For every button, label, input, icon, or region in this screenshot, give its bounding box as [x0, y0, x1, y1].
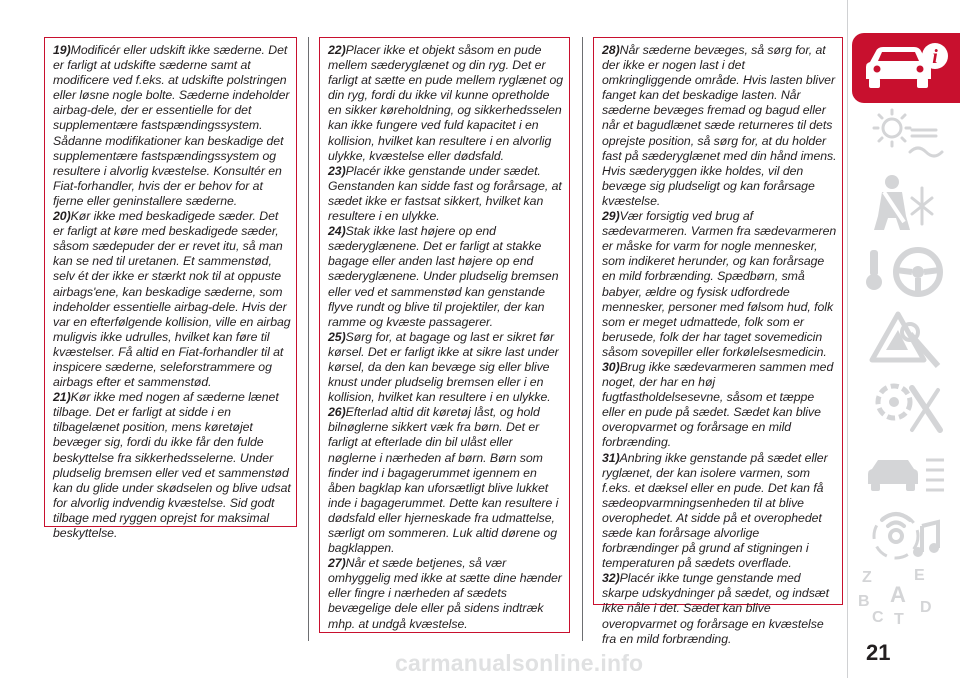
warning-number: 22): [328, 43, 346, 57]
sidebar-tab-multimedia[interactable]: [852, 500, 960, 570]
page-number: 21: [866, 640, 891, 665]
sidebar-tab-dashboard-lights[interactable]: [852, 100, 960, 170]
warning-paragraph: [602, 43, 837, 209]
warning-text: Placer ikke et objekt såsom en pude mellem sæderyglænet og din ryg. Det er farligt at sætte en pude mellem ryglænet og din ryg, fordi du ikke vil kunne opretholde en sikker køreholdning, og sikkerhedsselen kan ikke fungere ved fuld kapacitet i en kollision, hvilket kan resultere i en alvorlig ulykke, kvæstelse eller dødsfald.: [328, 43, 564, 163]
sidebar-tab-emergency[interactable]: [852, 304, 960, 374]
warning-text: Placér ikke tunge genstande med skarpe udskydninger på sædet, og indsæt ikke nåle i det. Sædet kan blive overopvarmet og forårsage en kvæstelse fra en mild forbrænding.: [602, 571, 830, 646]
warning-number: 30): [602, 359, 620, 374]
warning-text: Efterlad altid dit køretøj låst, og hold bilnøglerne sikkert væk fra børn. Det er farligt at efterlade din bil ulåst eller nøglerne i nærheden af børn. Børn som finder ind i bagagerummet igennem en åben bagklap kan uforsætligt blive lukket inde i bagagerummet. Dette kan resultere i dødsfald eller hjerneskade fra udmattelse, særligt om sommeren. Luk altid dørene og bagklappen.: [328, 405, 559, 556]
warning-number: 19): [53, 43, 71, 57]
warning-paragraph: [53, 209, 291, 390]
warning-text: Anbring ikke genstande på sædet eller ryglænet, der kan isolere varmen, som f.eks. et dæksel eller en pude. Det kan få sædeopvarmningsenheden til at blive overophedet. At sidde på et overophedet sæde kan forårsage alvorlige forbrændinger på grund af stigningen i temperaturen på sædets overflade.: [602, 450, 828, 571]
alphabetical-index-icon: [852, 562, 960, 628]
warning-number: 21): [53, 390, 71, 405]
warnings-column-1: [44, 37, 297, 540]
index-letter: Z: [862, 569, 872, 586]
warning-text: Placér ikke genstande under sædet. Genstanden kan sidde fast og forårsage, at sædet ikke er fastsat sikkert, hvilket kan resultere i en ulykke.: [328, 163, 562, 224]
warning-number: 32): [602, 571, 620, 586]
warning-text: Når et sæde betjenes, så vær omhyggelig med ikke at sætte dine hænder eller fingre i nærheden af sædets bevægelige dele eller på sidens indtræk mhp. at undgå kvæstelse.: [328, 556, 562, 631]
sidebar-tab-car-info[interactable]: [852, 33, 960, 103]
warning-number: 23): [328, 163, 346, 178]
warning-text: Stak ikke last højere op end sæderyglænene. Det er farligt at stakke bagage eller anden last højere op end sæderyglænene. Under pludselig bremsen eller ved et sammenstød kan genstande flyve rundt og blive til projektiler, der kan ramme og kvæste passagerer.: [328, 224, 559, 329]
index-letter: D: [920, 599, 932, 616]
warning-text: Når sæderne bevæges, så sørg for, at der ikke er nogen last i det omkringliggende område. Hvis lasten bliver fanget kan det beskadige lasten. Når sæderne bevæges fremad og bagud eller når et bagudlænet sæde returneres til dets oprejste position, så sørg for, at du holder fast på sæderyglænet med din hånd imens. Hvis sæderyggen ikke holdes, vil den bevæge sig pludseligt og kan forårsage kvæstelse.: [602, 43, 837, 208]
warning-number: 20): [53, 209, 71, 224]
sidebar-tab-index[interactable]: [852, 562, 960, 628]
warning-paragraph: [602, 360, 837, 451]
warning-paragraph: [602, 451, 837, 572]
warning-paragraph: [328, 556, 564, 631]
warning-text: Kør ikke med beskadigede sæder. Det er farligt at køre med beskadigede sæder, såsom sædepuder der er revet itu, så man kan se ned til uretanen. Et sammenstød, selv ét der ikke er stærkt nok til at oppuste airbags'ene, kan beskadige sæderne, som indeholder essentielle airbag-dele. Hvis der var en efterfølgende kollision, ville en airbag muligvis ikke udrulles, hvilket kan føre til kvæstelser. Få altid en Fiat-forhandler til at inspicere sæderne, seleforstrammere og airbags efter et sammenstød.: [53, 209, 291, 390]
car-info-icon: [852, 33, 960, 103]
index-letter: T: [894, 611, 904, 628]
warning-paragraph: [602, 209, 837, 360]
sidebar-tab-safety[interactable]: [852, 168, 960, 238]
index-letter: E: [914, 567, 925, 584]
svg-text:i: i: [932, 46, 938, 68]
steering-wheel-icon: [852, 236, 960, 306]
warning-text: Modificér eller udskift ikke sæderne. Det er farligt at udskifte sæderne samt at modificere ved f.eks. at udskifte polstringen eller løsne nogle bolte. Sæderne indeholder airbag-dele, der er essentielle for det supplementære fastspændingssystem. Sådanne modifikationer kan beskadige det supplementære fastspændingssystem og resultere i alvorlig kvæstelse. Konsultér en Fiat-forhandler, hvis der er behov for at fjerne eller geninstallere sæderne.: [53, 43, 290, 208]
warning-paragraph: [53, 43, 291, 209]
column-divider: [582, 37, 583, 641]
warning-number: 25): [328, 329, 346, 344]
warning-number: 27): [328, 556, 346, 571]
index-letter: C: [872, 609, 884, 626]
warning-number: 24): [328, 224, 346, 239]
index-letter: B: [858, 593, 870, 610]
warning-paragraph: [328, 43, 564, 164]
column-divider: [308, 37, 309, 641]
warnings-column-2: [319, 37, 570, 633]
warning-number: 31): [602, 450, 620, 465]
index-letter: A: [890, 582, 906, 607]
warnings-column-3: [593, 37, 843, 646]
warning-paragraph: [328, 405, 564, 556]
warning-paragraph: [328, 224, 564, 330]
warning-paragraph: [328, 330, 564, 405]
warning-text: Kør ikke med nogen af sæderne lænet tilbage. Det er farligt at sidde i en tilbagelænet position, mens køretøjet bevæger sig, fordi du ikke får den fulde beskyttelse fra sikkerhedsselerne. Under pludselig bremsen eller ved et sammenstød kan du glide under skødselen og blive udsat for alvorlig indvendig kvæstelse. Sid godt tilbage med ryggen oprejst for maksimal beskyttelse.: [53, 390, 291, 540]
warning-paragraph: [53, 390, 291, 541]
sidebar-tab-maintenance[interactable]: [852, 372, 960, 442]
warning-triangle-icon: [852, 304, 960, 374]
dashboard-lights-icon: [852, 100, 960, 170]
warning-text: Brug ikke sædevarmeren sammen med noget, der har en høj fugtfastholdelsesevne, såsom et tæppe eller en pude på sædet. Sædet kan blive overopvarmet og forårsage en mild forbrænding.: [602, 359, 834, 450]
service-tools-icon: [852, 372, 960, 442]
warning-number: 26): [328, 405, 346, 420]
watermark: carmanualsonline.info: [395, 650, 644, 676]
warning-paragraph: [602, 571, 837, 646]
sidebar-separator: [847, 0, 848, 678]
warning-paragraph: [328, 164, 564, 224]
warning-number: 28): [602, 43, 620, 57]
sidebar-tab-starting-driving[interactable]: [852, 236, 960, 306]
warning-text: Sørg for, at bagage og last er sikret før kørsel. Det er farligt ikke at sikre last under kørsel, da den kan bevæge sig eller blive knust under pludselig bremsen eller i en kollision, hvilket kan resultere i en ulykke.: [328, 329, 559, 405]
warning-text: Vær forsigtig ved brug af sædevarmeren. Varmen fra sædevarmeren er måske for varm for nogle mennesker, som indikeret herunder, og kan forårsage en mild forbrænding. Spædbørn, små babyer, ældre og fysisk udfordrede mennesker, personer med følsom hud, folk som er meget udmattede, folk som er berusede, folk der har taget sovemedicin såsom sovepiller eller forkølelsesmedicin.: [602, 209, 837, 359]
multimedia-icon: [852, 500, 960, 570]
warning-number: 29): [602, 209, 620, 224]
seatbelt-icon: [852, 168, 960, 238]
